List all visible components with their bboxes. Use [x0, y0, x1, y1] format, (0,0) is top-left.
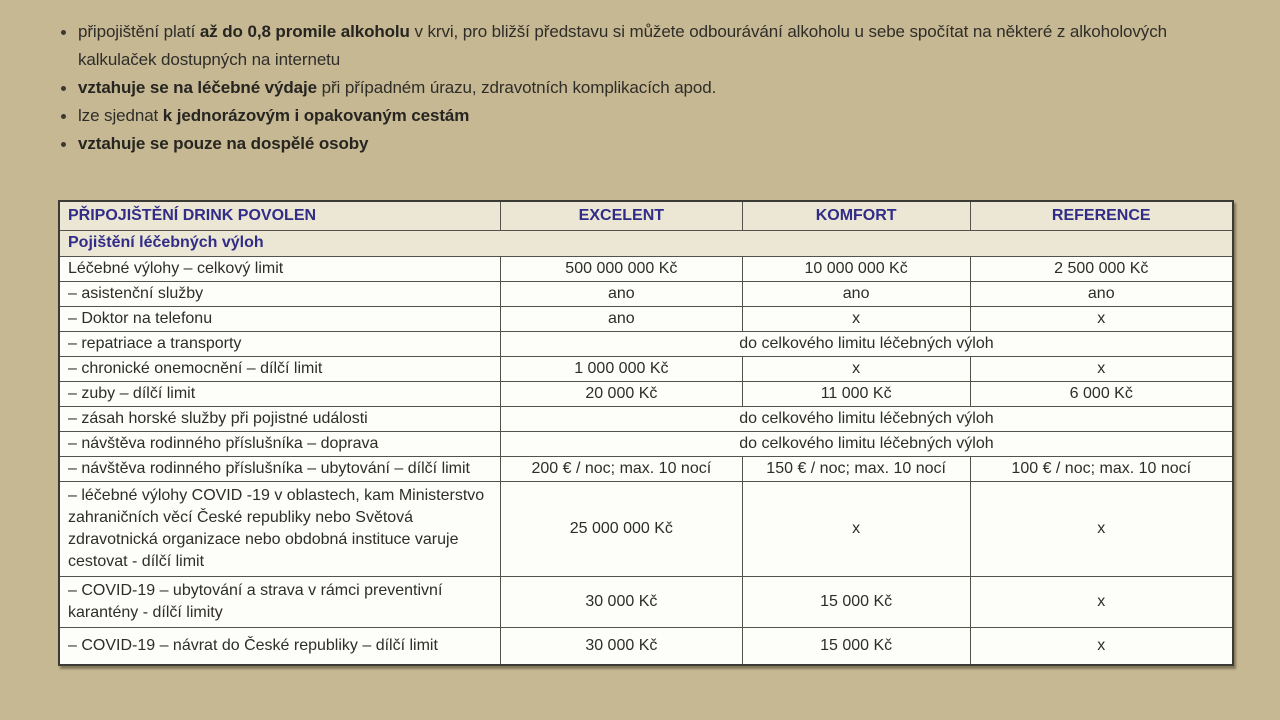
table-row	[59, 281, 1233, 306]
table-row	[59, 331, 1233, 356]
row-value: ano	[500, 281, 742, 306]
row-label: – návštěva rodinného příslušníka – ubytování – dílčí limit	[59, 456, 500, 481]
table-row	[59, 456, 1233, 481]
bullet-item	[58, 74, 1178, 102]
row-value: x	[742, 481, 970, 576]
table-row	[59, 381, 1233, 406]
bullet-marker-icon	[61, 86, 66, 91]
row-label: – COVID-19 – návrat do České republiky – dílčí limit	[59, 627, 500, 665]
row-value: 200 € / noc; max. 10 nocí	[500, 456, 742, 481]
bullet-text-bold: až do 0,8 promile alkoholu	[199, 22, 410, 41]
row-value: x	[742, 356, 970, 381]
table-row	[59, 481, 1233, 576]
row-value: 500 000 000 Kč	[500, 256, 742, 281]
row-value: x	[970, 627, 1233, 665]
bullet-text: lze sjednat	[78, 106, 163, 125]
row-value: ano	[742, 281, 970, 306]
bullet-text-bold: vztahuje se pouze na dospělé osoby	[78, 134, 369, 153]
table-row	[59, 306, 1233, 331]
intro-bullet-list	[58, 18, 1178, 158]
row-value: 1 000 000 Kč	[500, 356, 742, 381]
row-label: – repatriace a transporty	[59, 331, 500, 356]
table-row	[59, 406, 1233, 431]
table-header-row	[59, 201, 1233, 230]
row-value: 30 000 Kč	[500, 576, 742, 627]
bullet-text: připojištění platí	[78, 22, 200, 41]
row-value: 11 000 Kč	[742, 381, 970, 406]
bullet-item	[58, 130, 1178, 158]
row-value: x	[970, 576, 1233, 627]
row-label: – návštěva rodinného příslušníka – doprava	[59, 431, 500, 456]
row-label: Léčebné výlohy – celkový limit	[59, 256, 500, 281]
row-span-value: do celkového limitu léčebných výloh	[500, 331, 1233, 356]
row-label: – COVID-19 – ubytování a strava v rámci preventivní karantény - dílčí limity	[59, 576, 500, 627]
row-value: 150 € / noc; max. 10 nocí	[742, 456, 970, 481]
table-row	[59, 627, 1233, 665]
row-value: x	[742, 306, 970, 331]
row-value: 25 000 000 Kč	[500, 481, 742, 576]
column-header-komfort: KOMFORT	[742, 201, 970, 230]
table-row	[59, 256, 1233, 281]
row-span-value: do celkového limitu léčebných výloh	[500, 431, 1233, 456]
row-label: – léčebné výlohy COVID -19 v oblastech, kam Ministerstvo zahraničních věcí České republiky nebo Světová zdravotnická organizace nebo obdobná instituce varuje cestovat - dílčí limit	[59, 481, 500, 576]
table-row	[59, 356, 1233, 381]
row-value: 30 000 Kč	[500, 627, 742, 665]
bullet-item	[58, 18, 1178, 74]
bullet-marker-icon	[61, 142, 66, 147]
row-value: 15 000 Kč	[742, 627, 970, 665]
section-row	[59, 230, 1233, 256]
row-value: 15 000 Kč	[742, 576, 970, 627]
bullet-text-bold: k jednorázovým i opakovaným cestám	[162, 106, 470, 125]
table-row	[59, 576, 1233, 627]
row-label: – zásah horské služby při pojistné události	[59, 406, 500, 431]
row-value: x	[970, 481, 1233, 576]
row-label: – asistenční služby	[59, 281, 500, 306]
section-title: Pojištění léčebných výloh	[59, 230, 1233, 256]
row-value: 6 000 Kč	[970, 381, 1233, 406]
row-label: – Doktor na telefonu	[59, 306, 500, 331]
row-value: 10 000 000 Kč	[742, 256, 970, 281]
bullet-item	[58, 102, 1178, 130]
row-value: 100 € / noc; max. 10 nocí	[970, 456, 1233, 481]
bullet-marker-icon	[61, 30, 66, 35]
row-value: 2 500 000 Kč	[970, 256, 1233, 281]
row-value: x	[970, 356, 1233, 381]
row-value: 20 000 Kč	[500, 381, 742, 406]
column-header-excelent: EXCELENT	[500, 201, 742, 230]
bullet-text-bold: vztahuje se na léčebné výdaje	[78, 78, 317, 97]
row-value: ano	[970, 281, 1233, 306]
table-row	[59, 431, 1233, 456]
bullet-marker-icon	[61, 114, 66, 119]
table-title: PŘIPOJIŠTĚNÍ DRINK POVOLEN	[59, 201, 500, 230]
column-header-reference: REFERENCE	[970, 201, 1233, 230]
row-label: – zuby – dílčí limit	[59, 381, 500, 406]
bullet-text: v krvi, pro bližší představu si můžete odbourávání alkoholu u sebe spočítat na některé z alkoholových kalkulaček dostupných na internetu	[78, 22, 1167, 69]
row-label: – chronické onemocnění – dílčí limit	[59, 356, 500, 381]
row-span-value: do celkového limitu léčebných výloh	[500, 406, 1233, 431]
bullet-text: při případném úrazu, zdravotních komplikacích apod.	[317, 78, 717, 97]
insurance-comparison-table	[58, 200, 1234, 666]
row-value: x	[970, 306, 1233, 331]
row-value: ano	[500, 306, 742, 331]
